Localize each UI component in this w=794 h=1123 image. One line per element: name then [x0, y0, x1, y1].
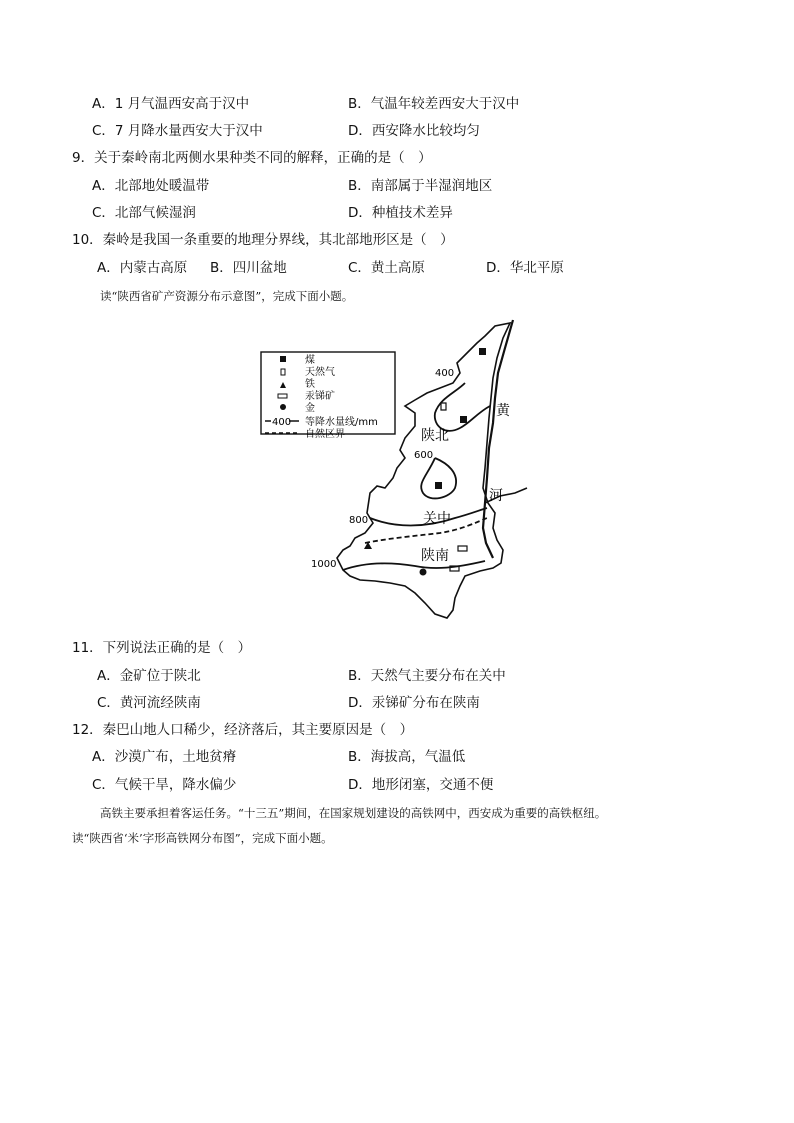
- isohyet-label-1000: 1000: [311, 559, 337, 570]
- coal-icon: [435, 482, 442, 489]
- map-intro: 读“陕西省矿产资源分布示意图”，完成下面小题。: [100, 289, 354, 303]
- q11-option-c: C．黄河流经陕南: [97, 695, 201, 711]
- q9-option-c: C．北部气候湿润: [92, 205, 196, 221]
- river-label-huang: 黄: [496, 403, 510, 419]
- q10-option-c: C．黄土高原: [348, 260, 425, 276]
- q9-option-a: A．北部地处暖温带: [92, 178, 210, 194]
- region-south-label: 陕南: [421, 548, 449, 564]
- legend-isohyet-label: 等降水量线/mm: [305, 417, 378, 428]
- region-central-label: 关中: [423, 511, 451, 527]
- legend-coal-icon: [280, 356, 286, 362]
- coal-icon: [479, 348, 486, 355]
- q9-stem: 9．关于秦岭南北两侧水果种类不同的解释，正确的是（ ）: [72, 150, 432, 166]
- q11-option-a: A．金矿位于陕北: [97, 668, 201, 684]
- q12-option-d: D．地形闭塞，交通不便: [348, 777, 494, 793]
- coal-icon: [460, 416, 467, 423]
- isohyet-label-800: 800: [349, 515, 369, 526]
- q11-option-d: D．汞锑矿分布在陕南: [348, 695, 480, 711]
- q11-stem: 11．下列说法正确的是（ ）: [72, 640, 252, 656]
- isohyet-1000: [343, 561, 485, 570]
- railway-intro-line1: 高铁主要承担着客运任务。“十三五”期间，在国家规划建设的高铁网中，西安成为重要的高铁枢纽。: [100, 806, 607, 820]
- legend-mercury-label: 汞锑矿: [305, 391, 335, 402]
- q8-option-a: A．1 月气温西安高于汉中: [92, 96, 250, 112]
- region-north-label: 陕北: [421, 428, 449, 444]
- isohyet-label-600: 600: [414, 450, 434, 461]
- legend-boundary-label: 自然区界: [305, 429, 345, 440]
- q9-option-b: B．南部属于半湿润地区: [348, 178, 493, 194]
- q8-option-d: D．西安降水比较均匀: [348, 123, 480, 139]
- q11-option-b: B．天然气主要分布在关中: [348, 668, 506, 684]
- railway-intro-line2: 读“陕西省‘米’字形高铁网分布图”，完成下面小题。: [72, 831, 333, 845]
- legend-gas-label: 天然气: [305, 367, 335, 378]
- q12-option-b: B．海拔高，气温低: [348, 749, 466, 765]
- q9-option-d: D．种植技术差异: [348, 205, 453, 221]
- q12-option-a: A．沙漠广布，土地贫瘠: [92, 749, 237, 765]
- q10-option-a: A．内蒙古高原: [97, 260, 188, 276]
- legend-coal-label: 煤: [305, 355, 315, 366]
- river-label-he: 河: [489, 488, 503, 504]
- mercury-icon: [458, 546, 467, 551]
- gold-icon: [420, 569, 427, 576]
- q10-option-d: D．华北平原: [486, 260, 564, 276]
- legend-gold-label: 金: [305, 403, 315, 414]
- isohyet-400: [435, 383, 490, 431]
- isohyet-600: [421, 458, 456, 498]
- gas-icon: [441, 403, 446, 410]
- q12-option-c: C．气候干旱，降水偏少: [92, 777, 237, 793]
- isohyet-label-400: 400: [435, 368, 455, 379]
- q8-option-c: C．7 月降水量西安大于汉中: [92, 123, 263, 139]
- shaanxi-mineral-map: [255, 318, 540, 628]
- legend-iron-label: 铁: [305, 379, 315, 390]
- q10-option-b: B．四川盆地: [210, 260, 287, 276]
- legend-gold-icon: [280, 404, 286, 410]
- q8-option-b: B．气温年较差西安大于汉中: [348, 96, 520, 112]
- q10-stem: 10．秦岭是我国一条重要的地理分界线，其北部地形区是（ ）: [72, 232, 454, 248]
- legend-isohyet-value: 400: [272, 417, 292, 428]
- q12-stem: 12．秦巴山地人口稀少，经济落后，其主要原因是（ ）: [72, 722, 414, 738]
